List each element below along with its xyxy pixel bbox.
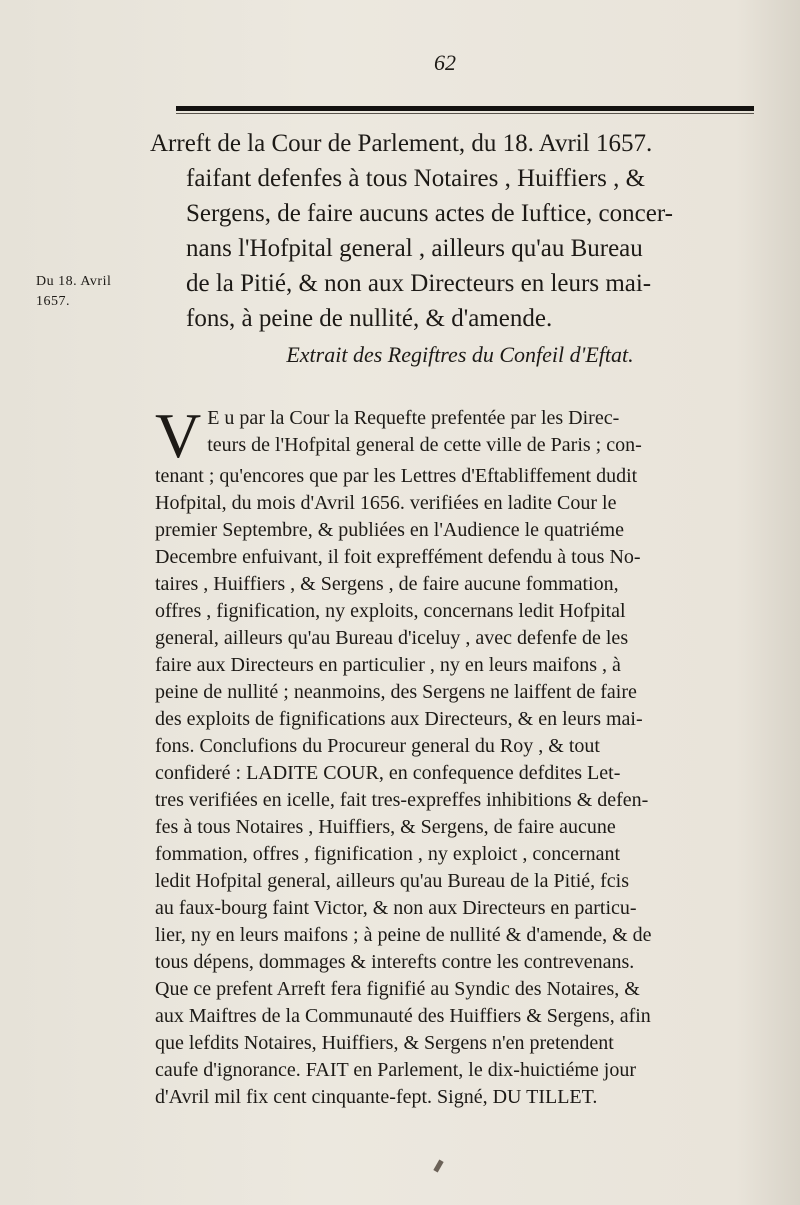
body-line: caufe d'ignorance. FAIT en Parlement, le dix-huictiéme jour (155, 1059, 637, 1081)
body-line: que lefdits Notaires, Huiffiers, & Sergens n'en pretendent (155, 1032, 614, 1054)
title-line: Arreft de la Cour de Parlement, du 18. Avril 1657. (150, 130, 653, 157)
body-line: E u par la Cour la Requefte prefentée par les Direc- (207, 407, 620, 429)
body-line: Que ce prefent Arreft fera fignifié au Syndic des Notaires, & (155, 978, 640, 1000)
body-line: ledit Hofpital general, ailleurs qu'au Bureau de la Pitié, fcis (155, 870, 630, 892)
body-line: peine de nullité ; neanmoins, des Sergens ne laiffent de faire (155, 681, 637, 703)
body-line: d'Avril mil fix cent cinquante-fept. Signé, DU TILLET. (155, 1086, 598, 1108)
body-line: lier, ny en leurs maifons ; à peine de nullité & d'amende, & de (155, 924, 652, 946)
title-line: de la Pitié, & non aux Directeurs en leurs mai- (186, 270, 652, 297)
body-line: Decembre enfuivant, il foit expreffément defendu à tous No- (155, 546, 641, 568)
body-line: general, ailleurs qu'au Bureau d'iceluy , avec defenfe de les (155, 627, 629, 649)
title-line: nans l'Hofpital general , ailleurs qu'au Bureau (186, 235, 643, 262)
decree-title (150, 126, 770, 336)
margin-note-line: Du 18. Avril (36, 274, 112, 289)
page-number: 62 (434, 50, 456, 75)
decree-body (155, 400, 765, 1111)
drop-cap: V (155, 400, 202, 471)
body-line: premier Septembre, & publiées en l'Audience le quatriéme (155, 519, 624, 541)
body-line: taires , Huiffiers , & Sergens , de faire aucune fommation, (155, 573, 619, 595)
body-line: au faux-bourg faint Victor, & non aux Directeurs en particu- (155, 897, 637, 919)
body-line: Hofpital, du mois d'Avril 1656. verifiées en ladite Cour le (155, 492, 617, 514)
body-line: fes à tous Notaires , Huiffiers, & Sergens, de faire aucune (155, 816, 616, 838)
title-line: faifant defenfes à tous Notaires , Huiffiers , & (186, 165, 646, 192)
margin-note-line: 1657. (36, 294, 70, 309)
body-line: tenant ; qu'encores que par les Lettres d'Eftabliffement dudit (155, 465, 638, 487)
title-line: Sergens, de faire aucuns actes de Iuftice, concer- (186, 200, 673, 227)
header-rule (176, 106, 754, 111)
margin-note (36, 272, 146, 312)
body-line: teurs de l'Hofpital general de cette ville de Paris ; con- (207, 434, 642, 456)
subheading: Extrait des Regiftres du Confeil d'Eftat. (286, 342, 634, 367)
body-line: faire aux Directeurs en particulier , ny en leurs maifons , à (155, 654, 621, 676)
body-line: fommation, offres , fignification , ny exploict , concernant (155, 843, 621, 865)
body-line: tous dépens, dommages & interefts contre les contrevenans. (155, 951, 635, 973)
body-line: aux Maiftres de la Communauté des Huiffiers & Sergens, afin (155, 1005, 651, 1027)
body-line: offres , fignification, ny exploits, concernans ledit Hofpital (155, 600, 626, 622)
body-line: confideré : LADITE COUR, en confequence defdites Let- (155, 762, 621, 784)
body-line: des exploits de fignifications aux Directeurs, & en leurs mai- (155, 708, 643, 730)
title-line: fons, à peine de nullité, & d'amende. (186, 305, 553, 332)
body-line: tres verifiées en icelle, fait tres-expreffes inhibitions & defen- (155, 789, 649, 811)
ink-speck (433, 1160, 443, 1173)
body-line: fons. Conclufions du Procureur general du Roy , & tout (155, 735, 600, 757)
